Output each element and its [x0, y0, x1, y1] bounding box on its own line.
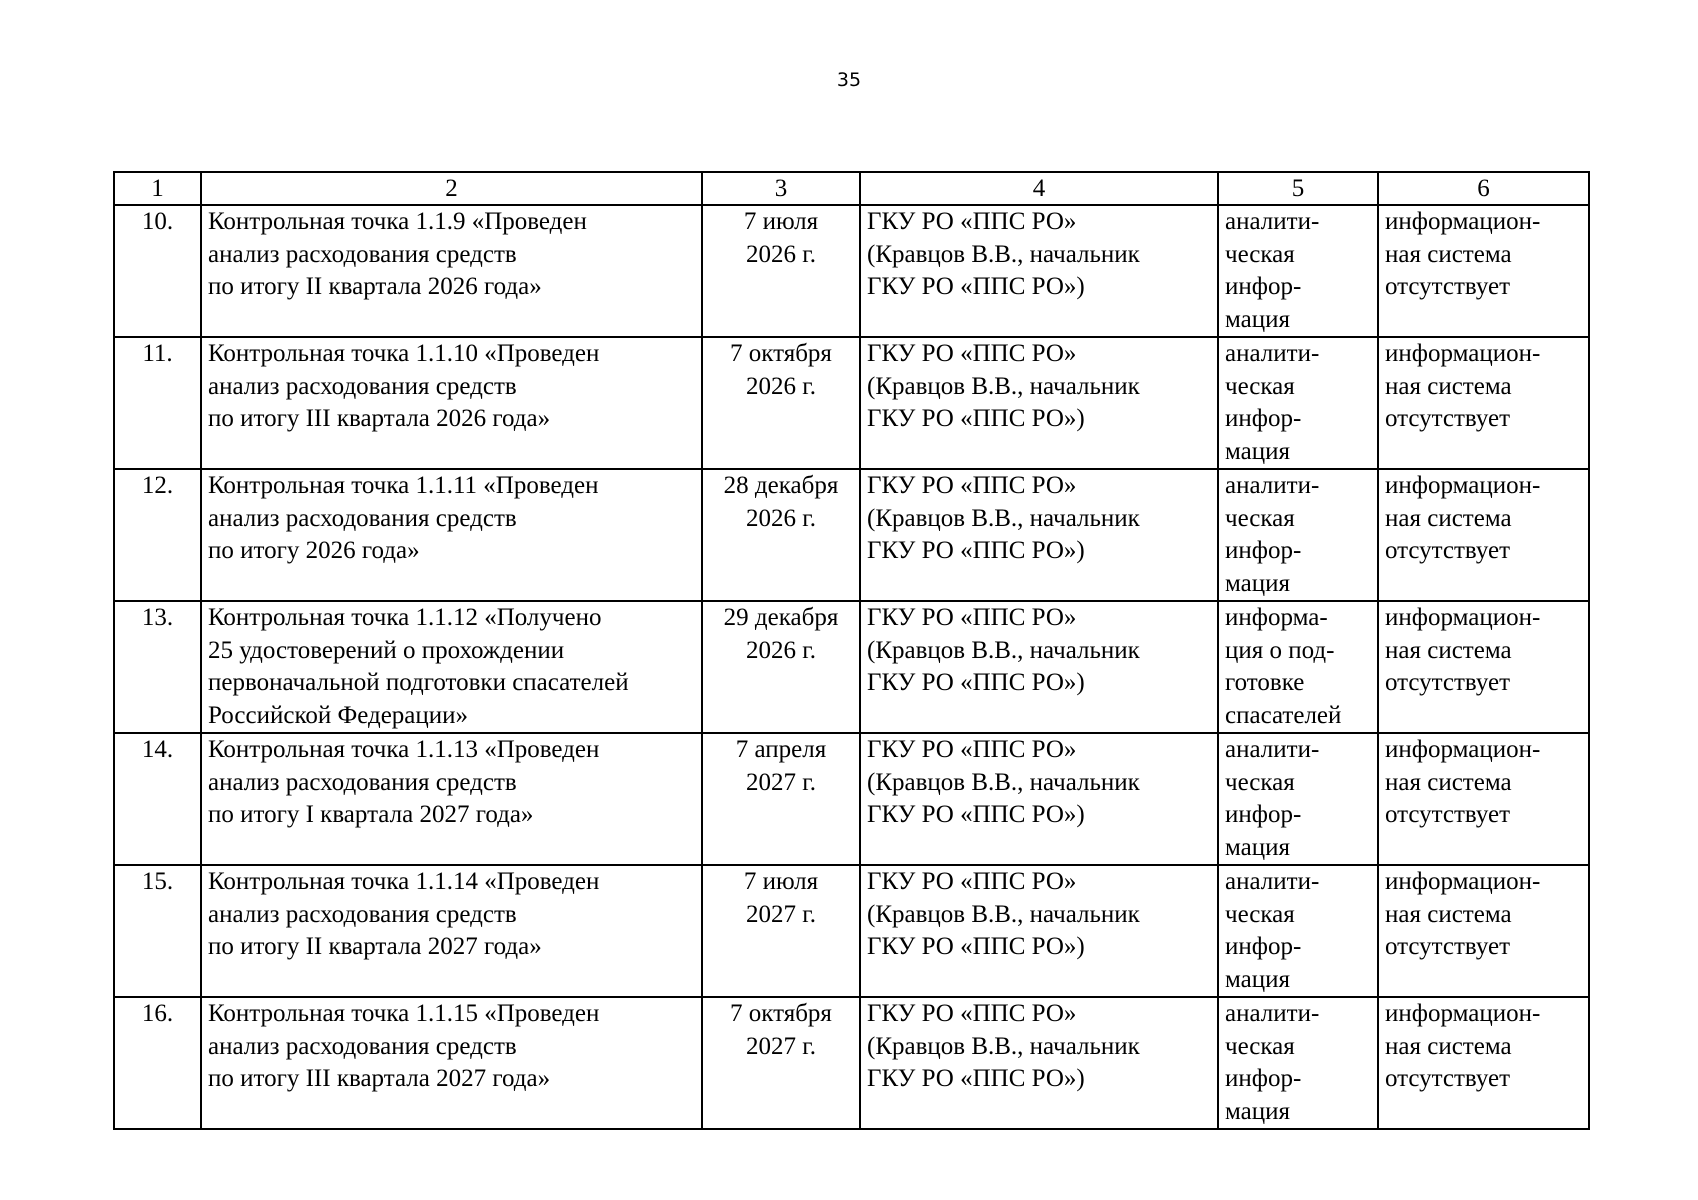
event-line: по итогу III квартала 2027 года» — [208, 1065, 551, 1092]
document-type-cell — [1218, 865, 1378, 997]
table-row — [114, 469, 1589, 601]
document-type-line: инфор- — [1225, 933, 1302, 960]
header-cell: 6 — [1378, 172, 1589, 205]
info-system-line: ная система — [1385, 1032, 1512, 1060]
event-line: по итогу 2026 года» — [208, 537, 420, 564]
document-type-line: ческая — [1225, 372, 1295, 400]
due-date-line: 2027 г. — [746, 1032, 816, 1060]
event-line: по итогу III квартала 2026 года» — [208, 405, 551, 432]
page-number: 35 — [836, 69, 862, 91]
info-system-line: информацион- — [1385, 1000, 1541, 1027]
due-date-line: 2027 г. — [746, 900, 816, 928]
event-line: по итогу II квартала 2027 года» — [208, 933, 542, 960]
responsible-cell — [860, 997, 1218, 1129]
info-system-cell — [1378, 865, 1589, 997]
document-type-line: мация — [1225, 965, 1291, 993]
document-type-line: готовке — [1225, 669, 1305, 696]
due-date-cell — [702, 601, 860, 733]
header-cell: 4 — [860, 172, 1218, 205]
event-cell — [201, 337, 702, 469]
responsible-cell — [860, 337, 1218, 469]
event-line: Контрольная точка 1.1.12 «Получено — [208, 604, 602, 631]
info-system-line: информацион- — [1385, 208, 1541, 235]
header-cell: 2 — [201, 172, 702, 205]
event-line: 25 удостоверений о прохождении — [208, 636, 565, 664]
event-line: первоначальной подготовки спасателей — [208, 669, 629, 696]
responsible-line: ГКУ РО «ППС РО») — [867, 1065, 1085, 1092]
info-system-line: отсутствует — [1385, 1065, 1511, 1092]
table-row — [114, 337, 1589, 469]
document-type-cell — [1218, 469, 1378, 601]
responsible-line: ГКУ РО «ППС РО» — [867, 472, 1077, 499]
document-type-cell — [1218, 601, 1378, 733]
document-type-line: мация — [1225, 569, 1291, 597]
info-system-line: отсутствует — [1385, 537, 1511, 564]
header-cell: 1 — [114, 172, 201, 205]
document-type-line: ция о под- — [1225, 636, 1335, 664]
responsible-line: ГКУ РО «ППС РО» — [867, 208, 1077, 235]
header-cell: 5 — [1218, 172, 1378, 205]
event-line: Контрольная точка 1.1.14 «Проведен — [208, 868, 600, 895]
responsible-line: (Кравцов В.В., начальник — [867, 240, 1140, 268]
row-number-cell: 10. — [114, 205, 201, 337]
event-line: по итогу I квартала 2027 года» — [208, 801, 534, 828]
table-row — [114, 865, 1589, 997]
responsible-line: (Кравцов В.В., начальник — [867, 372, 1140, 400]
responsible-cell — [860, 733, 1218, 865]
responsible-line: ГКУ РО «ППС РО») — [867, 933, 1085, 960]
responsible-line: ГКУ РО «ППС РО» — [867, 868, 1077, 895]
responsible-cell — [860, 469, 1218, 601]
event-line: анализ расходования средств — [208, 372, 517, 400]
event-line: по итогу II квартала 2026 года» — [208, 273, 542, 300]
table-row — [114, 205, 1589, 337]
document-type-line: ческая — [1225, 240, 1295, 268]
responsible-cell — [860, 601, 1218, 733]
document-type-line: аналити- — [1225, 1000, 1320, 1027]
info-system-line: ная система — [1385, 504, 1512, 532]
responsible-line: (Кравцов В.В., начальник — [867, 1032, 1140, 1060]
document-type-cell — [1218, 337, 1378, 469]
event-cell — [201, 601, 702, 733]
document-type-line: инфор- — [1225, 801, 1302, 828]
document-type-cell — [1218, 733, 1378, 865]
document-type-line: аналити- — [1225, 736, 1320, 763]
info-system-cell — [1378, 469, 1589, 601]
event-cell — [201, 865, 702, 997]
header-cell: 3 — [702, 172, 860, 205]
responsible-line: (Кравцов В.В., начальник — [867, 504, 1140, 532]
document-type-line: ческая — [1225, 768, 1295, 796]
info-system-line: отсутствует — [1385, 801, 1511, 828]
event-line: Контрольная точка 1.1.11 «Проведен — [208, 472, 599, 499]
document-type-line: мация — [1225, 1097, 1291, 1125]
event-line: Российской Федерации» — [208, 701, 469, 729]
row-number-cell: 11. — [114, 337, 201, 469]
due-date-cell — [702, 205, 860, 337]
row-number-cell: 14. — [114, 733, 201, 865]
table-row — [114, 997, 1589, 1129]
document-type-line: аналити- — [1225, 208, 1320, 235]
row-number-cell: 16. — [114, 997, 201, 1129]
event-line: анализ расходования средств — [208, 1032, 517, 1060]
table-header-row — [114, 172, 1589, 205]
document-type-line: инфор- — [1225, 1065, 1302, 1092]
info-system-line: отсутствует — [1385, 669, 1511, 696]
info-system-line: информацион- — [1385, 736, 1541, 763]
due-date-line: 7 июля — [743, 208, 819, 235]
document-type-line: мация — [1225, 833, 1291, 861]
due-date-line: 7 июля — [743, 868, 819, 895]
due-date-line: 29 декабря — [723, 604, 839, 631]
table-body — [114, 172, 1589, 1129]
due-date-line: 2026 г. — [746, 240, 816, 268]
document-type-line: ческая — [1225, 1032, 1295, 1060]
responsible-line: ГКУ РО «ППС РО») — [867, 669, 1085, 696]
document-type-line: аналити- — [1225, 868, 1320, 895]
responsible-line: ГКУ РО «ППС РО» — [867, 604, 1077, 631]
info-system-line: ная система — [1385, 636, 1512, 664]
info-system-line: информацион- — [1385, 604, 1541, 631]
responsible-line: ГКУ РО «ППС РО» — [867, 736, 1077, 763]
document-type-line: мация — [1225, 437, 1291, 465]
due-date-line: 7 октября — [730, 1000, 832, 1027]
responsible-line: ГКУ РО «ППС РО» — [867, 340, 1077, 367]
row-number-cell: 12. — [114, 469, 201, 601]
due-date-cell — [702, 733, 860, 865]
responsible-line: (Кравцов В.В., начальник — [867, 900, 1140, 928]
info-system-cell — [1378, 733, 1589, 865]
info-system-cell — [1378, 601, 1589, 733]
responsible-line: (Кравцов В.В., начальник — [867, 636, 1140, 664]
event-line: анализ расходования средств — [208, 240, 517, 268]
event-line: Контрольная точка 1.1.15 «Проведен — [208, 1000, 600, 1027]
responsible-line: ГКУ РО «ППС РО») — [867, 273, 1085, 300]
event-cell — [201, 997, 702, 1129]
responsible-line: ГКУ РО «ППС РО») — [867, 801, 1085, 828]
due-date-line: 7 октября — [730, 340, 832, 367]
table-row — [114, 733, 1589, 865]
due-date-line: 2026 г. — [746, 372, 816, 400]
info-system-line: отсутствует — [1385, 933, 1511, 960]
document-type-line: инфор- — [1225, 405, 1302, 432]
document-type-line: спасателей — [1225, 701, 1342, 729]
due-date-line: 2026 г. — [746, 636, 816, 664]
row-number-cell: 13. — [114, 601, 201, 733]
info-system-cell — [1378, 205, 1589, 337]
event-line: анализ расходования средств — [208, 768, 517, 796]
event-line: анализ расходования средств — [208, 900, 517, 928]
document-type-line: информа- — [1225, 604, 1328, 631]
info-system-line: ная система — [1385, 372, 1512, 400]
info-system-cell — [1378, 997, 1589, 1129]
event-line: Контрольная точка 1.1.10 «Проведен — [208, 340, 600, 367]
info-system-line: информацион- — [1385, 472, 1541, 499]
due-date-line: 2026 г. — [746, 504, 816, 532]
event-cell — [201, 205, 702, 337]
document-type-line: инфор- — [1225, 273, 1302, 300]
document-type-line: аналити- — [1225, 472, 1320, 499]
table-row — [114, 601, 1589, 733]
document-type-line: ческая — [1225, 504, 1295, 532]
document-type-cell — [1218, 205, 1378, 337]
info-system-line: отсутствует — [1385, 273, 1511, 300]
due-date-cell — [702, 865, 860, 997]
responsible-line: ГКУ РО «ППС РО») — [867, 405, 1085, 432]
event-cell — [201, 469, 702, 601]
info-system-line: ная система — [1385, 240, 1512, 268]
responsible-cell — [860, 205, 1218, 337]
due-date-line: 7 апреля — [735, 736, 827, 763]
info-system-line: отсутствует — [1385, 405, 1511, 432]
due-date-cell — [702, 469, 860, 601]
document-type-line: аналити- — [1225, 340, 1320, 367]
info-system-line: информацион- — [1385, 868, 1541, 895]
responsible-line: (Кравцов В.В., начальник — [867, 768, 1140, 796]
responsible-cell — [860, 865, 1218, 997]
document-type-line: инфор- — [1225, 537, 1302, 564]
row-number-cell: 15. — [114, 865, 201, 997]
document-type-line: мация — [1225, 305, 1291, 333]
due-date-cell — [702, 997, 860, 1129]
responsible-line: ГКУ РО «ППС РО») — [867, 537, 1085, 564]
due-date-cell — [702, 337, 860, 469]
document-type-line: ческая — [1225, 900, 1295, 928]
info-system-cell — [1378, 337, 1589, 469]
event-cell — [201, 733, 702, 865]
document-type-cell — [1218, 997, 1378, 1129]
info-system-line: ная система — [1385, 768, 1512, 796]
info-system-line: ная система — [1385, 900, 1512, 928]
due-date-line: 2027 г. — [746, 768, 816, 796]
event-line: анализ расходования средств — [208, 504, 517, 532]
responsible-line: ГКУ РО «ППС РО» — [867, 1000, 1077, 1027]
control-points-table — [113, 171, 1590, 1130]
event-line: Контрольная точка 1.1.9 «Проведен — [208, 208, 587, 235]
event-line: Контрольная точка 1.1.13 «Проведен — [208, 736, 600, 763]
info-system-line: информацион- — [1385, 340, 1541, 367]
due-date-line: 28 декабря — [723, 472, 839, 499]
